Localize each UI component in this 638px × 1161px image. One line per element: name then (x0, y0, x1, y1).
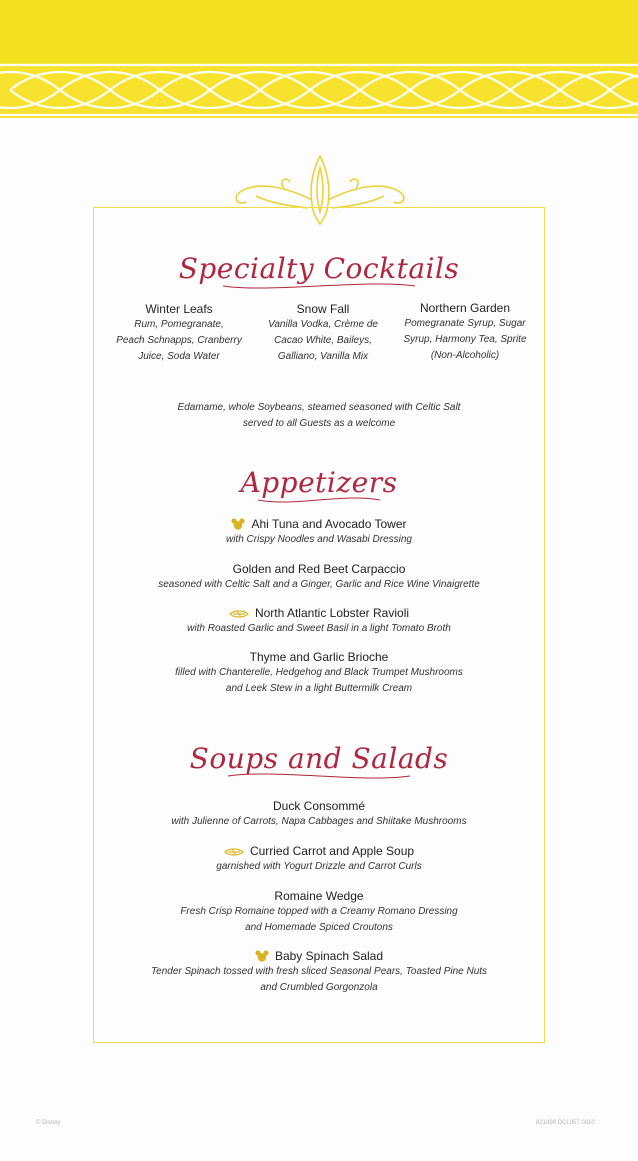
dish-name: Thyme and Garlic Brioche (249, 650, 389, 664)
appetizer-item (0, 605, 638, 637)
soup-item (0, 888, 638, 936)
cocktail-desc: Vanilla Vodka, Crème de (268, 319, 378, 330)
mickey-icon (255, 950, 269, 962)
cocktail-name: Winter Leafs (145, 302, 213, 316)
cocktail-desc: Cacao White, Baileys, (274, 335, 372, 346)
cocktail-desc: (Non-Alcoholic) (430, 350, 500, 361)
dish-desc: with Roasted Garlic and Sweet Basil in a light Tomato Broth (187, 623, 451, 634)
copyright-text: © Disney (36, 1120, 61, 1126)
dish-desc: filled with Chanterelle, Hedgehog and Black Trumpet Mushrooms (175, 667, 463, 678)
dcl-logo-icon (229, 609, 249, 619)
top-yellow-band (0, 0, 638, 118)
cocktail-desc: Peach Schnapps, Cranberry (116, 335, 242, 346)
cocktail-item (390, 300, 540, 364)
dish-name: Romaine Wedge (274, 889, 364, 903)
dish-desc: and Crumbled Gorgonzola (260, 982, 378, 993)
appetizers-title-text: Appetizers (240, 466, 398, 499)
soup-item (0, 798, 638, 830)
dish-name: Duck Consommé (272, 799, 366, 813)
lattice-pattern (0, 62, 638, 118)
soup-item (0, 948, 638, 996)
dcl-logo-icon (224, 847, 244, 857)
welcome-line: served to all Guests as a welcome (242, 418, 396, 429)
welcome-line: Edamame, whole Soybeans, steamed seasoned with Celtic Salt (177, 402, 461, 413)
welcome-note (0, 400, 638, 432)
cocktail-desc: Pomegranate Syrup, Sugar (404, 318, 526, 329)
print-code: 821898 DCL057.0810 (536, 1120, 595, 1126)
cocktail-desc: Rum, Pomegranate, (134, 319, 224, 330)
dish-name: Baby Spinach Salad (274, 949, 384, 963)
soups-title-text: Soups and Salads (189, 742, 449, 775)
appetizers-section-title (0, 466, 638, 507)
cocktails-title-text: Specialty Cocktails (178, 252, 460, 285)
dish-name: Curried Carrot and Apple Soup (249, 844, 415, 858)
dish-desc: Fresh Crisp Romaine topped with a Creamy Romano Dressing (180, 906, 458, 917)
dish-desc: garnished with Yogurt Drizzle and Carrot Curls (216, 861, 422, 872)
soup-item (0, 843, 638, 875)
dish-desc: and Homemade Spiced Croutons (245, 922, 393, 933)
cocktail-desc: Galliano, Vanilla Mix (277, 351, 369, 362)
soups-section-title (0, 742, 638, 783)
dish-desc: with Crispy Noodles and Wasabi Dressing (225, 534, 412, 545)
appetizer-item (0, 561, 638, 593)
top-solid-band (0, 0, 638, 62)
dish-desc: with Julienne of Carrots, Napa Cabbages and Shiitake Mushrooms (171, 816, 467, 827)
dish-name: Golden and Red Beet Carpaccio (232, 562, 406, 576)
cocktail-desc: Juice, Soda Water (138, 351, 220, 362)
cocktail-item (104, 301, 254, 365)
cocktail-desc: Syrup, Harmony Tea, Sprite (403, 334, 527, 345)
dish-desc: and Leek Stew in a light Buttermilk Cream (225, 683, 413, 694)
cocktail-item (248, 301, 398, 365)
appetizer-item (0, 649, 638, 697)
dish-name: Ahi Tuna and Avocado Tower (251, 517, 407, 531)
cocktails-section-title (0, 252, 638, 293)
dish-desc: Tender Spinach tossed with fresh sliced Seasonal Pears, Toasted Pine Nuts (150, 966, 488, 977)
mickey-icon (231, 518, 245, 530)
dish-desc: seasoned with Celtic Salt and a Ginger, Garlic and Rice Wine Vinaigrette (158, 579, 480, 590)
cocktail-name: Snow Fall (296, 302, 350, 316)
cocktail-name: Northern Garden (419, 301, 511, 315)
appetizer-item (0, 516, 638, 548)
dish-name: North Atlantic Lobster Ravioli (254, 606, 410, 620)
